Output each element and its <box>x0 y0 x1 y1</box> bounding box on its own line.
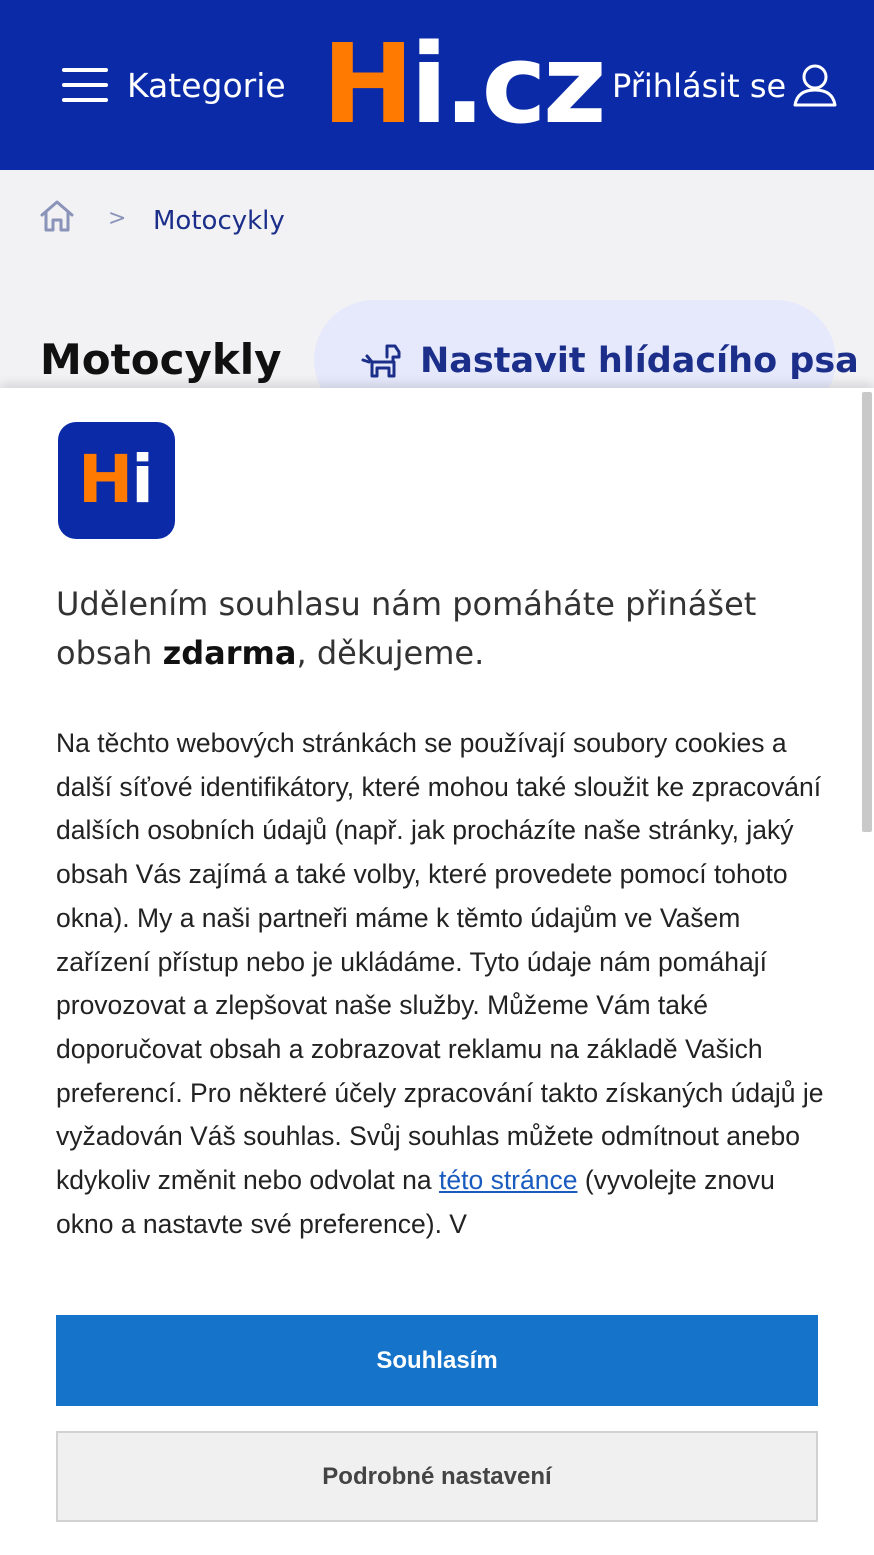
set-watchdog-label[interactable]: Nastavit hlídacího psa <box>420 341 859 381</box>
dialog-scrollbar[interactable] <box>862 392 872 832</box>
agree-button[interactable]: Souhlasím <box>56 1315 818 1406</box>
consent-headline: Udělením souhlasu nám pomáháte přinášet obsah zdarma, děkujeme. <box>56 585 757 672</box>
hamburger-menu-icon[interactable] <box>62 68 108 102</box>
dog-icon <box>360 342 402 382</box>
detailed-settings-button[interactable]: Podrobné nastavení <box>56 1431 818 1522</box>
breadcrumb-separator: > <box>108 206 127 231</box>
breadcrumb-current[interactable]: Motocykly <box>153 206 285 236</box>
consent-settings-link[interactable]: této stránce <box>439 1165 578 1196</box>
consent-body-text: Na těchto webových stránkách se používají soubory cookies a další síťové identifikátory, které mohou také sloužit ke zpracování dalších osobních údajů (např. jak procházíte naše stránky, jaký obsah Vás zajímá a také volby, které provedete pomocí tohoto okna). My a naši partneři máme k těmto údajům ve Vašem zařízení přístup nebo je ukládáme. Tyto údaje nám pomáhají provozovat a zlepšovat naše služby. Můžeme Vám také doporučovat obsah a zobrazovat reklamu na základě Vašich preferencí. Pro některé účely zpracování takto získaných údajů je vyžadován Váš souhlas. Svůj souhlas můžete odmítnout anebo kdykoliv změnit nebo odvolat na této stránce (vyvolejte znovu okno a nastavte své preference). V <box>56 728 824 1239</box>
site-logo[interactable]: Hi.cz <box>322 20 603 148</box>
page-title: Motocykly <box>40 335 282 384</box>
categories-link[interactable]: Kategorie <box>127 66 286 105</box>
site-header <box>0 0 874 170</box>
user-icon[interactable] <box>792 63 838 107</box>
home-icon[interactable] <box>39 198 75 234</box>
login-link[interactable]: Přihlásit se <box>612 67 787 105</box>
hi-logo-text: Hi <box>78 441 152 518</box>
